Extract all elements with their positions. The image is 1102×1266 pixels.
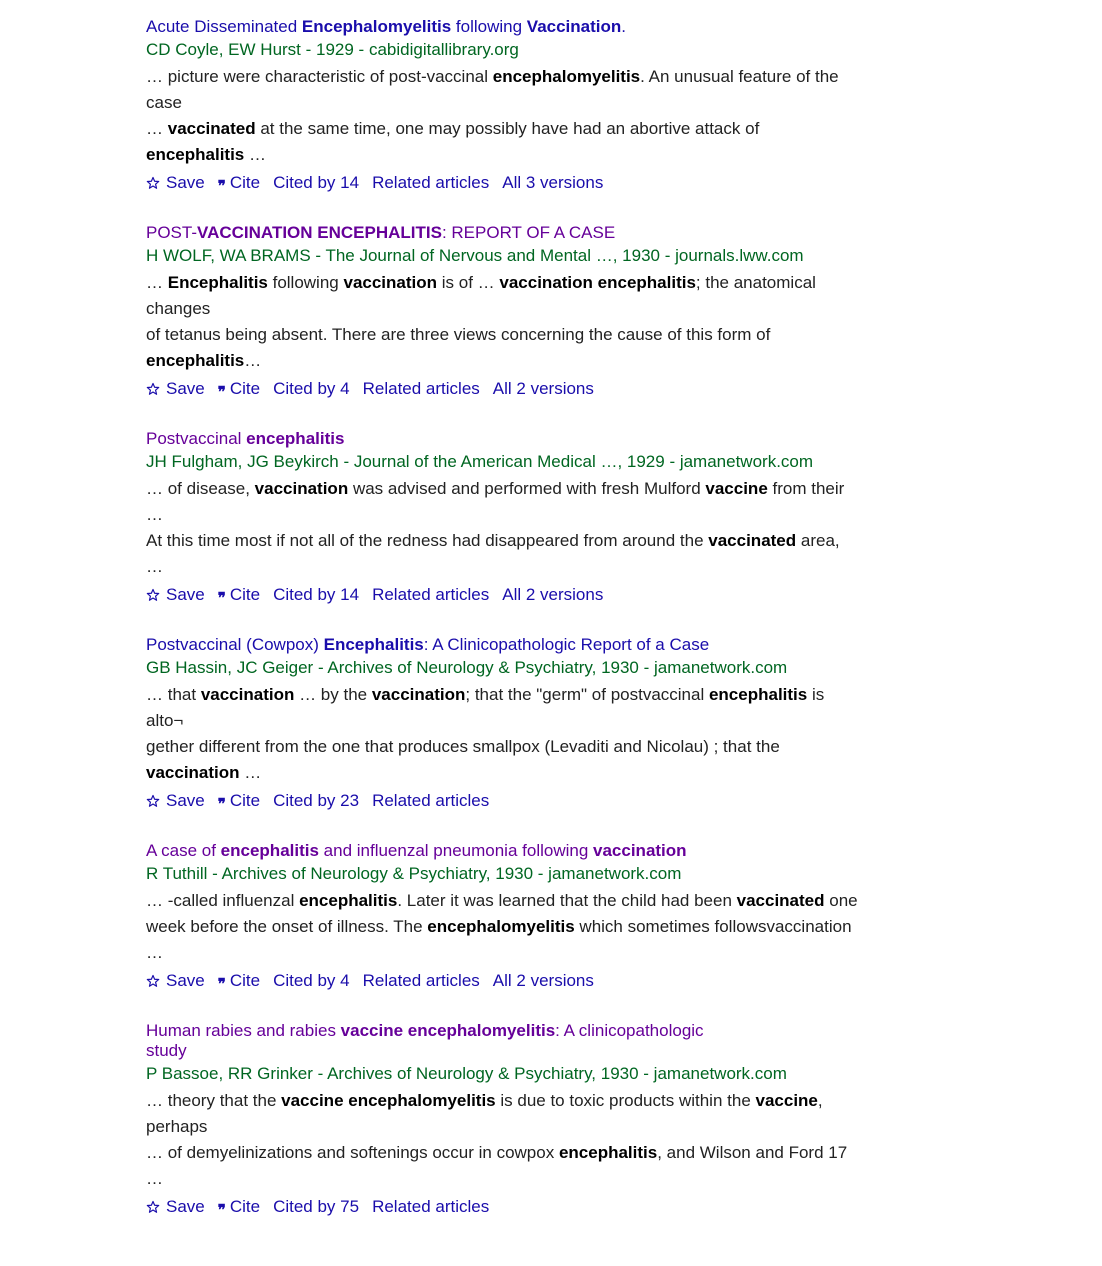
cite-button[interactable]: [218, 585, 260, 605]
title-segment: A case of: [146, 841, 221, 860]
snippet-text: ; the anatomical changes: [146, 273, 816, 318]
save-button[interactable]: [146, 791, 205, 811]
title-segment: Postvaccinal: [146, 429, 247, 448]
result-title: [146, 1021, 746, 1061]
save-label: Save: [166, 791, 205, 810]
snippet-highlight: vaccine: [755, 1091, 818, 1110]
cite-label: Cite: [229, 173, 261, 192]
snippet-text: one: [824, 891, 858, 910]
cited-by-link[interactable]: Cited by 75: [273, 1197, 360, 1216]
quote-icon: ❞: [217, 1200, 224, 1219]
snippet-text: …: [146, 273, 168, 292]
snippet-text: … by the: [294, 685, 372, 704]
result-title: [146, 841, 746, 861]
save-label: Save: [166, 971, 205, 990]
result-title-link[interactable]: [146, 17, 626, 36]
search-result: [146, 1021, 866, 1220]
result-snippet: [146, 270, 861, 374]
title-segment: and influenzal pneumonia following: [318, 841, 594, 860]
cite-label: Cite: [229, 585, 261, 604]
save-button[interactable]: [146, 971, 205, 991]
snippet-text: area, …: [146, 531, 840, 576]
cite-button[interactable]: [218, 173, 260, 193]
title-segment: vaccine encephalomyelitis: [340, 1021, 556, 1040]
snippet-text: …: [244, 145, 266, 164]
snippet-text: at the same time, one may possibly have had an abortive attack of: [255, 119, 760, 138]
cite-button[interactable]: [218, 791, 260, 811]
snippet-text: … that: [146, 685, 201, 704]
snippet-line: [146, 888, 861, 914]
quote-icon: ❞: [217, 974, 224, 993]
result-authors: GB Hassin, JC Geiger - Archives of Neurology & Psychiatry, 1930 - jamanetwork.com: [146, 658, 788, 677]
snippet-text: , perhaps: [146, 1091, 823, 1136]
save-button[interactable]: [146, 585, 205, 605]
result-snippet: [146, 888, 861, 966]
snippet-line: [146, 322, 861, 374]
search-results-list: [146, 17, 866, 1247]
title-segment: : A Clinicopathologic Report of a Case: [423, 635, 710, 654]
related-articles-link[interactable]: Related articles: [362, 379, 480, 398]
cited-by-link[interactable]: Cited by 14: [273, 585, 360, 604]
snippet-line: [146, 64, 861, 116]
snippet-line: [146, 914, 861, 966]
result-actions: [146, 170, 866, 196]
star-icon: [146, 974, 160, 988]
result-title: [146, 429, 746, 449]
save-label: Save: [166, 173, 205, 192]
search-result: [146, 17, 866, 196]
snippet-text: …: [239, 763, 262, 782]
snippet-highlight: encephalitis: [708, 685, 808, 704]
result-title: [146, 635, 746, 655]
snippet-line: [146, 270, 861, 322]
snippet-text: . An unusual feature of the case: [146, 67, 839, 112]
all-versions-link[interactable]: All 3 versions: [502, 173, 604, 192]
result-authors: CD Coyle, EW Hurst - 1929 - cabidigitallibrary.org: [146, 40, 519, 59]
title-segment: Encephalomyelitis: [301, 17, 452, 36]
result-title-link[interactable]: [146, 429, 344, 448]
title-segment: Encephalitis: [323, 635, 424, 654]
snippet-highlight: vaccine encephalomyelitis: [281, 1091, 496, 1110]
snippet-highlight: vaccine: [705, 479, 768, 498]
title-segment: following: [451, 17, 527, 36]
save-button[interactable]: [146, 173, 205, 193]
snippet-text: following: [267, 273, 344, 292]
title-segment: encephalitis: [220, 841, 319, 860]
cite-label: Cite: [229, 1197, 261, 1216]
quote-icon: ❞: [217, 794, 224, 813]
title-segment: VACCINATION ENCEPHALITIS: [197, 223, 442, 242]
snippet-highlight: encephalitis: [146, 145, 245, 164]
result-authors: P Bassoe, RR Grinker - Archives of Neurology & Psychiatry, 1930 - jamanetwork.com: [146, 1064, 787, 1083]
snippet-highlight: vaccinated: [708, 531, 797, 550]
title-segment: Vaccination: [526, 17, 622, 36]
snippet-text: is alto¬: [146, 685, 825, 730]
snippet-highlight: vaccination encephalitis: [499, 273, 696, 292]
related-articles-link[interactable]: Related articles: [372, 1197, 490, 1216]
snippet-line: [146, 1140, 861, 1192]
quote-icon: ❞: [217, 588, 224, 607]
snippet-highlight: encephalitis: [299, 891, 398, 910]
snippet-line: [146, 734, 861, 786]
cited-by-link[interactable]: Cited by 4: [273, 379, 350, 398]
quote-icon: ❞: [217, 382, 224, 401]
snippet-highlight: Encephalitis: [167, 273, 268, 292]
title-segment: : REPORT OF A CASE: [441, 223, 616, 242]
snippet-highlight: vaccination: [371, 685, 466, 704]
snippet-highlight: encephalitis: [146, 351, 245, 370]
snippet-highlight: vaccinated: [736, 891, 825, 910]
snippet-text: … picture were characteristic of post-vaccinal: [146, 67, 493, 86]
cite-button[interactable]: [218, 379, 260, 399]
result-title-link[interactable]: [146, 841, 687, 860]
quote-icon: ❞: [217, 176, 224, 195]
star-icon: [146, 176, 160, 190]
result-title-link[interactable]: [146, 1021, 704, 1060]
all-versions-link[interactable]: All 2 versions: [502, 585, 604, 604]
related-articles-link[interactable]: Related articles: [372, 791, 490, 810]
snippet-text: … of demyelinizations and softenings occur in cowpox: [146, 1143, 559, 1162]
all-versions-link[interactable]: All 2 versions: [492, 379, 594, 398]
snippet-text: gether different from the one that produces smallpox (Levaditi and Nicolau) ; that the: [146, 737, 780, 756]
snippet-highlight: encephalitis: [558, 1143, 658, 1162]
snippet-text: from their …: [146, 479, 845, 524]
snippet-highlight: encephalomyelitis: [427, 917, 575, 936]
result-title-link[interactable]: [146, 635, 709, 654]
snippet-highlight: vaccination: [146, 763, 240, 782]
result-actions: [146, 1194, 866, 1220]
save-label: Save: [166, 585, 205, 604]
snippet-text: is due to toxic products within the: [495, 1091, 756, 1110]
search-result: [146, 635, 866, 814]
search-result: [146, 429, 866, 608]
title-segment: Human rabies and rabies: [146, 1021, 341, 1040]
cite-button[interactable]: [218, 1197, 260, 1217]
snippet-highlight: encephalomyelitis: [492, 67, 641, 86]
snippet-highlight: vaccination: [343, 273, 438, 292]
search-result: [146, 223, 866, 402]
result-snippet: [146, 64, 861, 168]
snippet-line: [146, 476, 861, 528]
snippet-text: is of …: [437, 273, 500, 292]
result-authors: H WOLF, WA BRAMS - The Journal of Nervous and Mental …, 1930 - journals.lww.com: [146, 246, 804, 265]
snippet-text: ; that the "germ" of postvaccinal: [465, 685, 709, 704]
related-articles-link[interactable]: Related articles: [372, 173, 490, 192]
result-title: [146, 223, 746, 243]
save-label: Save: [166, 379, 205, 398]
result-snippet: [146, 1088, 861, 1192]
save-label: Save: [166, 1197, 205, 1216]
snippet-text: … of disease,: [146, 479, 255, 498]
title-segment: POST-: [146, 223, 198, 242]
cite-button[interactable]: [218, 971, 260, 991]
snippet-text: … -called influenzal: [146, 891, 300, 910]
cited-by-link[interactable]: Cited by 23: [273, 791, 360, 810]
related-articles-link[interactable]: Related articles: [362, 971, 480, 990]
title-segment: vaccination: [593, 841, 687, 860]
cite-label: Cite: [229, 379, 261, 398]
star-icon: [146, 382, 160, 396]
save-button[interactable]: [146, 379, 205, 399]
save-button[interactable]: [146, 1197, 205, 1217]
result-title: [146, 17, 746, 37]
star-icon: [146, 794, 160, 808]
result-snippet: [146, 476, 861, 580]
snippet-text: … theory that the: [146, 1091, 282, 1110]
result-actions: [146, 582, 866, 608]
snippet-text: of tetanus being absent. There are three views concerning the cause of this form of: [146, 325, 771, 344]
snippet-highlight: vaccinated: [167, 119, 256, 138]
cite-label: Cite: [229, 971, 261, 990]
snippet-text: . Later it was learned that the child had been: [397, 891, 737, 910]
star-icon: [146, 1200, 160, 1214]
search-result: [146, 841, 866, 994]
result-actions: [146, 788, 866, 814]
snippet-text: , and Wilson and Ford 17 …: [146, 1143, 848, 1188]
result-authors: JH Fulgham, JG Beykirch - Journal of the American Medical …, 1929 - jamanetwork.com: [146, 452, 814, 471]
result-actions: [146, 968, 866, 994]
title-segment: : A clinicopathologic study: [146, 1021, 704, 1060]
title-segment: Postvaccinal (Cowpox): [146, 635, 324, 654]
snippet-text: …: [244, 351, 262, 370]
snippet-highlight: vaccination: [254, 479, 349, 498]
snippet-text: At this time most if not all of the redness had disappeared from around the: [146, 531, 709, 550]
snippet-highlight: vaccination: [200, 685, 295, 704]
star-icon: [146, 588, 160, 602]
title-segment: .: [621, 17, 627, 36]
snippet-text: which sometimes followsvaccination …: [146, 917, 852, 962]
snippet-line: [146, 528, 861, 580]
snippet-text: …: [146, 119, 168, 138]
snippet-text: week before the onset of illness. The: [146, 917, 428, 936]
snippet-line: [146, 682, 861, 734]
cite-label: Cite: [229, 791, 261, 810]
title-segment: Acute Disseminated: [146, 17, 302, 36]
snippet-line: [146, 116, 861, 168]
cited-by-link[interactable]: Cited by 14: [273, 173, 360, 192]
snippet-text: was advised and performed with fresh Mulford: [348, 479, 706, 498]
all-versions-link[interactable]: All 2 versions: [492, 971, 594, 990]
result-actions: [146, 376, 866, 402]
result-title-link[interactable]: [146, 223, 615, 242]
result-authors: R Tuthill - Archives of Neurology & Psychiatry, 1930 - jamanetwork.com: [146, 864, 682, 883]
related-articles-link[interactable]: Related articles: [372, 585, 490, 604]
result-snippet: [146, 682, 861, 786]
cited-by-link[interactable]: Cited by 4: [273, 971, 350, 990]
snippet-line: [146, 1088, 861, 1140]
title-segment: encephalitis: [246, 429, 345, 448]
